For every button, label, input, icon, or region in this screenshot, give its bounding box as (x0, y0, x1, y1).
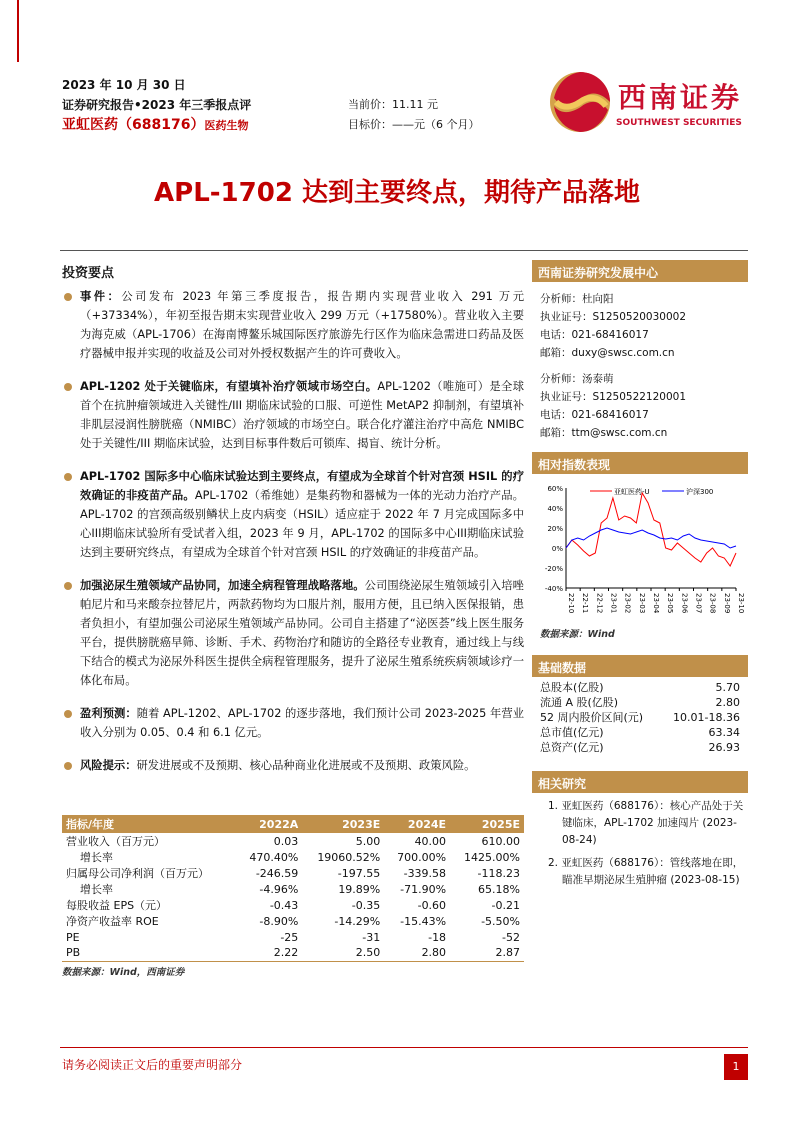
series-line-0 (566, 493, 736, 566)
cell-value: -0.43 (269, 898, 299, 912)
cell-value: 700.00% (397, 850, 447, 864)
row-label: PB (62, 945, 236, 961)
related-report-link[interactable]: 1. 亚虹医药（688176）：核心产品处于关键临床，APL-1702 加速闯片 (2023-08-24) (548, 800, 744, 846)
basic-data-value: 26.93 (708, 741, 740, 754)
divider (60, 250, 748, 251)
cell-value: 2.22 (236, 945, 302, 961)
basic-data-label: 流通 A 股(亿股) (540, 696, 619, 709)
x-tick-label: 23-07 (694, 593, 703, 614)
basic-data-heading: 基础数据 (532, 655, 748, 677)
table-row (62, 913, 524, 929)
analyst-phone: 电话：021-68416017 (540, 329, 649, 341)
cell-value: -118.23 (477, 866, 520, 880)
company-name (62, 114, 248, 134)
table-row (62, 849, 524, 865)
investment-highlights (62, 262, 524, 789)
cell-value: 2.50 (302, 945, 384, 961)
left-accent-bar (17, 0, 19, 62)
related-report-link[interactable]: 2. 亚虹医药（688176）：管线落地在即，瞄准早期泌尿生殖肿瘤 (2023-08-15) (548, 857, 744, 886)
point-text: 公司发布 2023 年第三季度报告，报告期内实现营业收入 291 万元（+37334%），年初至报告期末实现营业收入 299 万元（+17580%）。营业收入主要为海克威（APL-1706）在海南博鳌乐城国际医疗旅游先行区作为临床急需进口药品及医疗器械申报并实现的收益及公司对外授权数据产生的许可费收入。 (80, 290, 524, 360)
basic-data-list (532, 680, 748, 755)
analyst-license: 执业证号：S1250522120001 (540, 391, 687, 403)
basic-data-value: 2.80 (715, 696, 740, 709)
highlight-point (62, 287, 524, 363)
basic-data-value: 10.01-18.36 (673, 711, 740, 724)
row-label: 增长率 (80, 851, 113, 864)
column-header: 2023E (302, 815, 384, 833)
footer-disclaimer: 请务必阅读正文后的重要声明部分 (62, 1058, 243, 1072)
table-row (62, 945, 524, 961)
row-label: 净资产收益率 ROE (66, 915, 159, 928)
chart-source: 数据来源：Wind (540, 629, 615, 640)
point-text: 研发进展或不及预期、核心品种商业化进展或不及预期、政策风险。 (136, 759, 476, 772)
target-price (348, 116, 480, 132)
cell-value: -0.21 (491, 898, 520, 912)
cell-value: -4.96% (259, 882, 299, 896)
basic-data-row (532, 710, 748, 725)
basic-data-value: 5.70 (715, 681, 740, 694)
target-label: 目标价： (348, 118, 392, 131)
basic-data-row (532, 740, 748, 755)
cell-value: 470.40% (249, 850, 299, 864)
analyst-email[interactable]: 邮箱：duxy@swsc.com.cn (540, 347, 675, 359)
y-tick-label: 0% (551, 545, 563, 553)
cell-value: 19.89% (338, 882, 381, 896)
point-title: 事件： (80, 290, 122, 303)
company: 亚虹医药（688176） (62, 117, 205, 133)
table-row (62, 897, 524, 913)
section-heading: 投资要点 (62, 266, 115, 281)
row-label: 增长率 (80, 883, 113, 896)
x-tick-label: 23-06 (680, 593, 689, 614)
y-tick-label: 20% (547, 525, 563, 533)
cell-value: 65.18% (478, 882, 520, 896)
column-header: 2024E (384, 815, 450, 833)
point-text: APL-1702（希维她）是集药物和器械为一体的光动力治疗产品。APL-1702 的宫颈高级别鳞状上皮内病变（HSIL）适应症于 2022 年 7 月完成国际多中心III期临床试验所有受试者入组，2023 年 9 月，APL-1702 的国际多中心III期临床试验达到主要研究终点，有望成为全球首个针对宫颈 HSIL 的疗效确证的非疫苗产品。 (80, 489, 524, 559)
table-source: 数据来源：Wind，西南证券 (62, 967, 185, 978)
cell-value: 40.00 (414, 834, 447, 848)
cell-value: -339.58 (403, 866, 447, 880)
cell-value: 0.03 (273, 834, 299, 848)
y-tick-label: 40% (547, 505, 563, 513)
analyst-email[interactable]: 邮箱：ttm@swsc.com.cn (540, 427, 668, 439)
point-text: 随着 APL-1202、APL-1702 的逐步落地，我们预计公司 2023-2025 年营业收入分别为 0.05、0.4 和 6.1 亿元。 (80, 707, 524, 739)
basic-data-row (532, 725, 748, 740)
relative-performance-chart (532, 478, 748, 618)
series-line-1 (566, 528, 736, 548)
y-tick-label: -40% (544, 585, 563, 593)
basic-data-row (532, 695, 748, 710)
cell-value: -0.35 (351, 898, 381, 912)
price-label: 当前价： (348, 98, 392, 111)
analyst-card (532, 370, 748, 442)
basic-data-label: 52 周内股价区间(元) (540, 711, 644, 724)
x-tick-label: 23-01 (609, 593, 618, 614)
point-title: APL-1702 国际多中心临床试验达到主要终点，有望成为全球首个针对宫颈 HSIL 的疗效确证的非疫苗产品。 (80, 470, 524, 502)
cell-value: -0.60 (417, 898, 447, 912)
point-text: 公司围绕泌尿生殖领域引入培唑帕尼片和马来酸奈拉替尼片，两款药物均为口服片剂，服用方便，且已纳入医保报销，患者负担小，有望加强公司泌尿生殖领域产品协同。公司自主搭建了“泌医荟”线上医生服务平台，提供膀胱癌早筛、诊断、手术、药物治疗和随访的全路径专业教育，通过线上与线下结合的模式为泌尿外科医生提供全病程管理服务，提升了泌尿生殖系统疾病领域诊疗一体化布局。 (80, 579, 524, 687)
cell-value: -15.43% (400, 914, 447, 928)
analyst-phone: 电话：021-68416017 (540, 409, 649, 421)
basic-data-label: 总股本(亿股) (540, 681, 604, 694)
cell-value: -71.90% (400, 882, 447, 896)
x-tick-label: 22-11 (581, 593, 590, 614)
x-tick-label: 23-08 (708, 593, 717, 614)
related-research-heading: 相关研究 (532, 771, 748, 793)
highlight-point (62, 756, 524, 775)
point-title: 盈利预测： (80, 707, 137, 720)
price-value: 11.11 元 (392, 98, 438, 111)
cell-value: -25 (280, 930, 299, 944)
x-tick-label: 23-05 (666, 593, 675, 614)
related-research-list (532, 792, 748, 893)
financial-forecast-table (62, 815, 524, 962)
x-tick-label: 23-03 (637, 593, 646, 614)
legend-label: 沪深300 (686, 488, 714, 496)
analyst-name: 分析师：汤泰萌 (540, 373, 614, 385)
cell-value: 2.87 (450, 945, 524, 961)
table-row (62, 833, 524, 849)
footer-divider (60, 1047, 748, 1048)
cell-value: -18 (428, 930, 447, 944)
cell-value: -14.29% (334, 914, 381, 928)
row-label: 营业收入（百万元） (66, 835, 165, 848)
x-tick-label: 23-10 (737, 593, 745, 614)
point-title: APL-1202 处于关键临床，有望填补治疗领域市场空白。 (80, 380, 378, 393)
cell-value: -8.90% (259, 914, 299, 928)
x-tick-label: 22-10 (567, 593, 575, 614)
analyst-name: 分析师：杜向阳 (540, 293, 614, 305)
logo-text-cn: 西南证券 (618, 81, 743, 114)
table-row (62, 929, 524, 945)
cell-value: 1425.00% (464, 850, 520, 864)
row-label: 每股收益 EPS（元） (66, 899, 168, 912)
y-tick-label: -20% (544, 565, 563, 573)
legend-label: 亚虹医药-U (614, 488, 650, 496)
row-label: 归属母公司净利润（百万元） (66, 867, 209, 880)
cell-value: 19060.52% (317, 850, 381, 864)
highlight-point (62, 467, 524, 562)
report-title: APL-1702 达到主要终点，期待产品落地 (154, 178, 640, 208)
column-header: 指标/年度 (62, 815, 236, 833)
logo-emblem-icon (548, 70, 612, 134)
cell-value: -52 (502, 930, 520, 944)
cell-value: -5.50% (481, 914, 520, 928)
x-tick-label: 23-09 (722, 593, 731, 614)
column-header: 2025E (450, 815, 524, 833)
basic-data-row (532, 680, 748, 695)
column-header: 2022A (236, 815, 302, 833)
logo-text-en: SOUTHWEST SECURITIES (616, 118, 742, 128)
x-tick-label: 23-04 (652, 593, 660, 614)
point-title: 风险提示： (80, 759, 137, 772)
company-logo (548, 70, 748, 134)
table-row (62, 865, 524, 881)
table-row (62, 881, 524, 897)
y-tick-label: 60% (547, 485, 563, 493)
chart-heading: 相对指数表现 (532, 452, 748, 474)
point-text: APL-1202（唯施可）是全球首个在抗肿瘤领域进入关键性/III 期临床试验的口服、可逆性 MetAP2 抑制剂，有望填补非肌层浸润性膀胱癌（NMIBC）治疗领域的市场空白。联合化疗灌注治疗中高危 NMIBC 处于关键性/III 期临床试验，达到目标事件数后可锁库、揭盲、统计分析。 (80, 380, 524, 450)
cell-value: -31 (362, 930, 381, 944)
cell-value: -246.59 (255, 866, 299, 880)
cell-value: 610.00 (481, 834, 520, 848)
target-value: ——元（6 个月） (392, 118, 480, 131)
point-title: 加强泌尿生殖领域产品协同，加速全病程管理战略落地。 (80, 579, 365, 592)
current-price (348, 96, 438, 112)
basic-data-value: 63.34 (708, 726, 740, 739)
report-type: 证券研究报告•2023 年三季报点评 (62, 98, 252, 112)
highlight-point (62, 704, 524, 742)
analyst-list (532, 290, 748, 450)
x-tick-label: 23-02 (623, 593, 632, 614)
report-date: 2023 年 10 月 30 日 (62, 78, 186, 92)
basic-data-label: 总资产(亿元) (540, 741, 604, 754)
analyst-license: 执业证号：S1250520030002 (540, 311, 687, 323)
row-label: PE (66, 930, 80, 944)
analyst-card (532, 290, 748, 362)
sector: 医药生物 (204, 119, 249, 132)
research-center-band: 西南证券研究发展中心 (532, 260, 748, 282)
cell-value: 2.80 (384, 945, 450, 961)
x-tick-label: 22-12 (595, 593, 604, 614)
page-number: 1 (724, 1054, 748, 1080)
basic-data-label: 总市值(亿元) (540, 726, 604, 739)
cell-value: 5.00 (355, 834, 381, 848)
cell-value: -197.55 (337, 866, 381, 880)
highlight-point (62, 377, 524, 453)
highlight-point (62, 576, 524, 690)
